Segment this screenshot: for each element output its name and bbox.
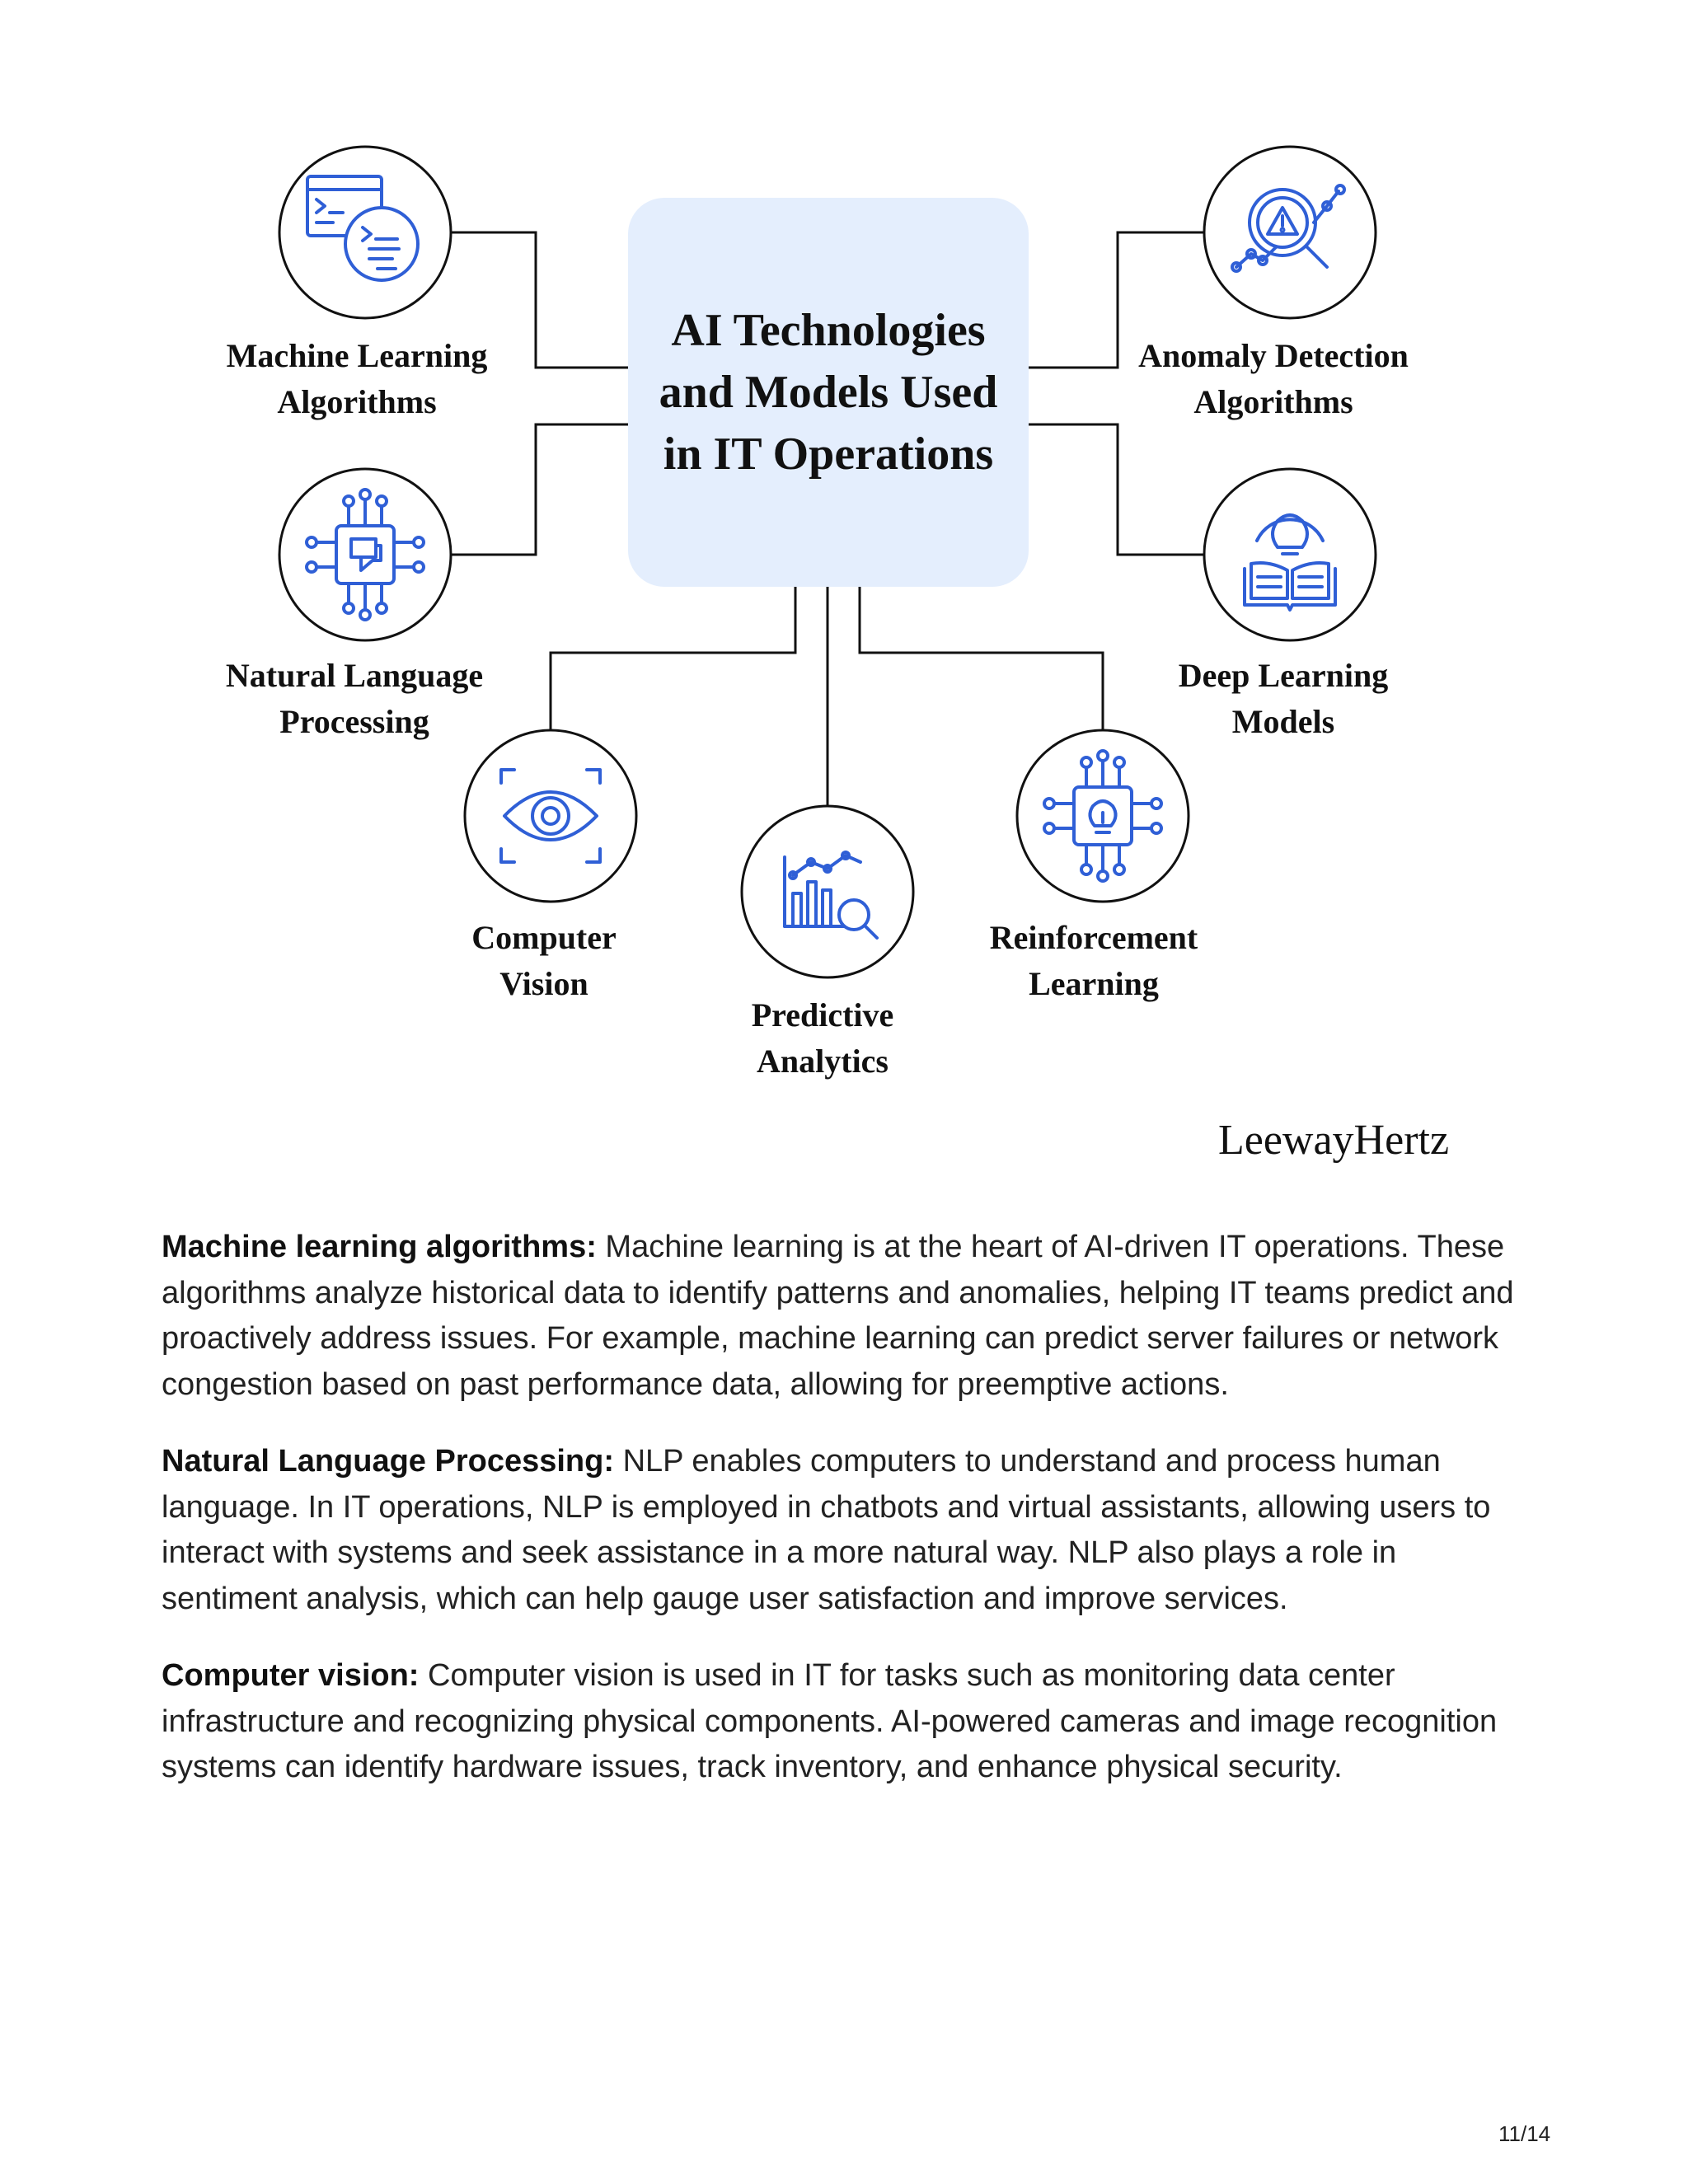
diagram-hub bbox=[628, 198, 1029, 587]
paragraph-computer-vision bbox=[162, 1653, 1522, 1791]
paragraph-machine-learning bbox=[162, 1225, 1522, 1408]
label-computer-vision: Computer Vision bbox=[471, 919, 617, 1002]
label-machine-learning: Machine Learning Algorithms bbox=[226, 337, 488, 420]
chip-bulb-icon bbox=[1017, 730, 1189, 902]
paragraph-text: Machine learning is at the heart of AI-driven IT operations. These algorithms analyze historical data to identify patterns and anomalies, helping IT teams predict and proactively address issues. For example, machine learning can predict server failures or network congestion based on past performance data, allowing for preemptive actions. bbox=[162, 1230, 1514, 1402]
label-natural-language-processing: Natural Language Processing bbox=[225, 657, 484, 740]
label-predictive-analytics: Predictive Analytics bbox=[751, 996, 894, 1080]
warning-magnifier-icon bbox=[1204, 147, 1376, 318]
brand-logo: LeewayHertz bbox=[1218, 1117, 1450, 1164]
paragraph-heading: Computer vision: bbox=[162, 1658, 420, 1693]
chart-magnifier-icon bbox=[742, 806, 913, 977]
label-anomaly-detection: Anomaly Detection Algorithms bbox=[1138, 337, 1409, 420]
chip-chat-icon bbox=[279, 469, 451, 640]
paragraph-text: Computer vision is used in IT for tasks such as monitoring data center infrastructure and recognizing physical components. AI-powered cameras and image recognition systems can identify hardware issues, track inventory, and enhance physical security. bbox=[162, 1658, 1498, 1784]
paragraph-heading: Machine learning algorithms: bbox=[162, 1230, 597, 1264]
article-body bbox=[162, 1225, 1522, 1822]
paragraph-nlp bbox=[162, 1439, 1522, 1622]
book-bulb-gear-icon bbox=[1204, 469, 1376, 640]
paragraph-heading: Natural Language Processing: bbox=[162, 1444, 615, 1479]
diagram-title: AI Technologies and Models Used in IT Operations bbox=[659, 304, 998, 480]
paragraph-text: NLP enables computers to understand and process human language. In IT operations, NLP is employed in chatbots and virtual assistants, allowing users to interact with systems and seek assistance in a more natural way. NLP also plays a role in sentiment analysis, which can help gauge user satisfaction and improve services. bbox=[162, 1444, 1491, 1616]
eye-scan-icon bbox=[465, 730, 636, 902]
label-reinforcement-learning: Reinforcement Learning bbox=[989, 919, 1198, 1002]
code-gear-icon bbox=[279, 147, 451, 318]
page-number: 11/14 bbox=[1498, 2121, 1551, 2146]
label-deep-learning: Deep Learning Models bbox=[1178, 657, 1389, 740]
